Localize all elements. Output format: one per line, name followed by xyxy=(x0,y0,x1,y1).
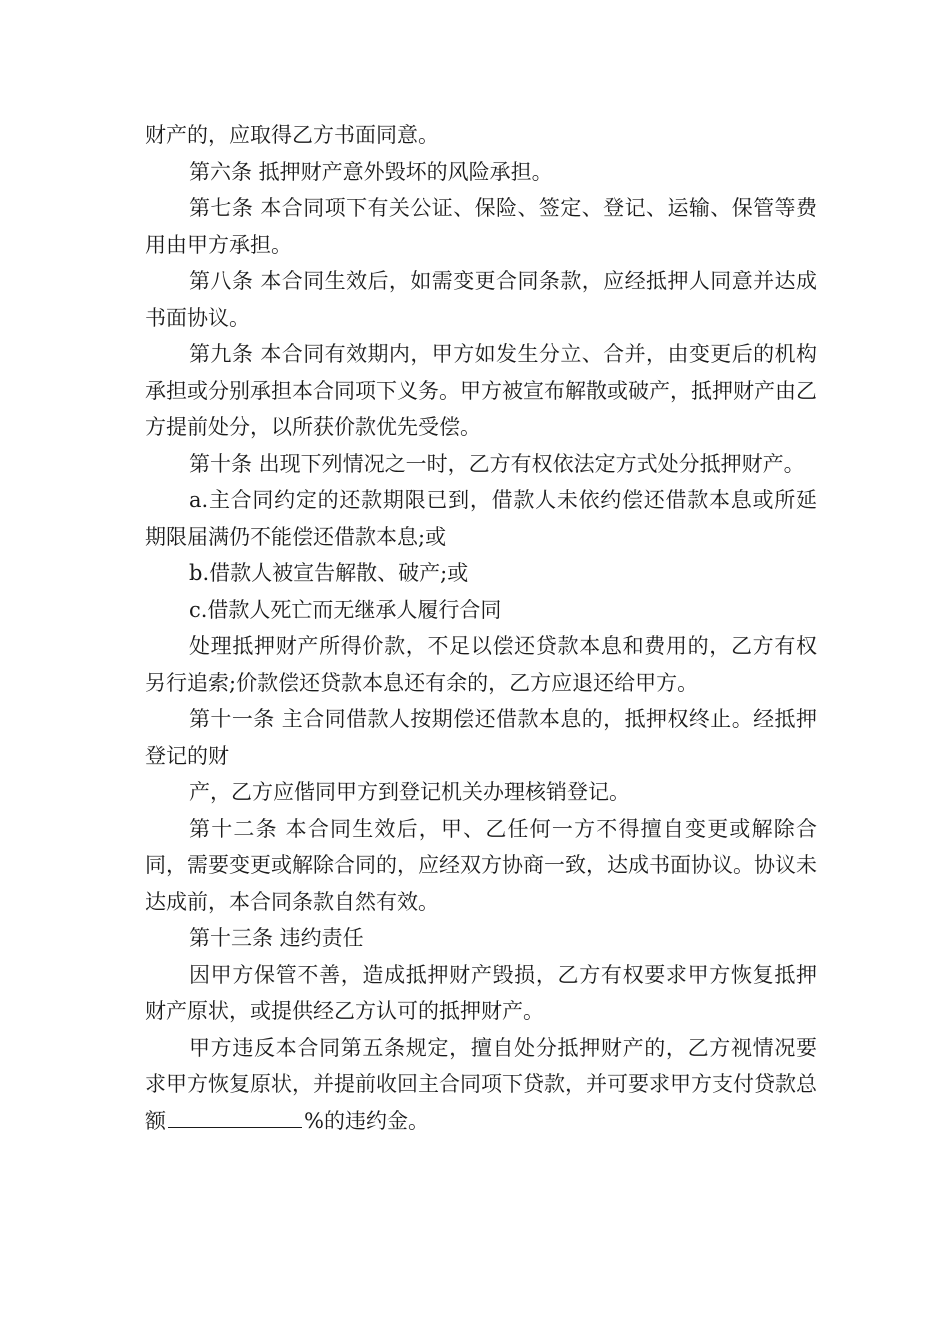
paragraph: a.主合同约定的还款期限已到，借款人未依约偿还借款本息或所延期限届满仍不能偿还借款本息;或 xyxy=(145,488,817,549)
paragraph-penalty xyxy=(145,1030,817,1140)
paragraph: 第十一条 主合同借款人按期偿还借款本息的，抵押权终止。经抵押登记的财 xyxy=(145,707,817,768)
paragraph: 第八条 本合同生效后，如需变更合同条款，应经抵押人同意并达成书面协议。 xyxy=(145,269,817,330)
penalty-percentage-blank xyxy=(168,1107,302,1128)
paragraph: 第六条 抵押财产意外毁坏的风险承担。 xyxy=(189,159,553,184)
paragraph: 第十三条 违约责任 xyxy=(189,926,364,950)
paragraph: 处理抵押财产所得价款，不足以偿还贷款本息和费用的，乙方有权另行追索;价款偿还贷款本息还有余的，乙方应退还给甲方。 xyxy=(145,634,817,695)
paragraph: 第九条 本合同有效期内，甲方如发生分立、合并，由变更后的机构承担或分别承担本合同项下义务。甲方被宣布解散或破产，抵押财产由乙方提前处分，以所获价款优先受偿。 xyxy=(145,342,817,439)
document-body xyxy=(145,117,817,1139)
paragraph: 财产的，应取得乙方书面同意。 xyxy=(145,123,439,147)
paragraph: b.借款人被宣告解散、破产;或 xyxy=(189,561,469,585)
penalty-text-after: %的违约金。 xyxy=(304,1108,429,1133)
paragraph: 第七条 本合同项下有关公证、保险、签定、登记、运输、保管等费用由甲方承担。 xyxy=(145,196,817,257)
paragraph: 产，乙方应偕同甲方到登记机关办理核销登记。 xyxy=(189,780,630,804)
paragraph: 因甲方保管不善，造成抵押财产毁损，乙方有权要求甲方恢复抵押财产原状，或提供经乙方认可的抵押财产。 xyxy=(145,962,817,1023)
paragraph: 第十条 出现下列情况之一时，乙方有权依法定方式处分抵押财产。 xyxy=(189,451,805,476)
paragraph: 第十二条 本合同生效后，甲、乙任何一方不得擅自变更或解除合同，需要变更或解除合同的，应经双方协商一致，达成书面协议。协议未达成前，本合同条款自然有效。 xyxy=(145,816,817,914)
penalty-text-before: 甲方违反本合同第五条规定，擅自处分抵押财产的，乙方视情况要求甲方恢复原状，并提前收回主合同项下贷款，并可要求甲方支付贷款总额 xyxy=(145,1035,817,1133)
paragraph: c.借款人死亡而无继承人履行合同 xyxy=(189,597,502,622)
